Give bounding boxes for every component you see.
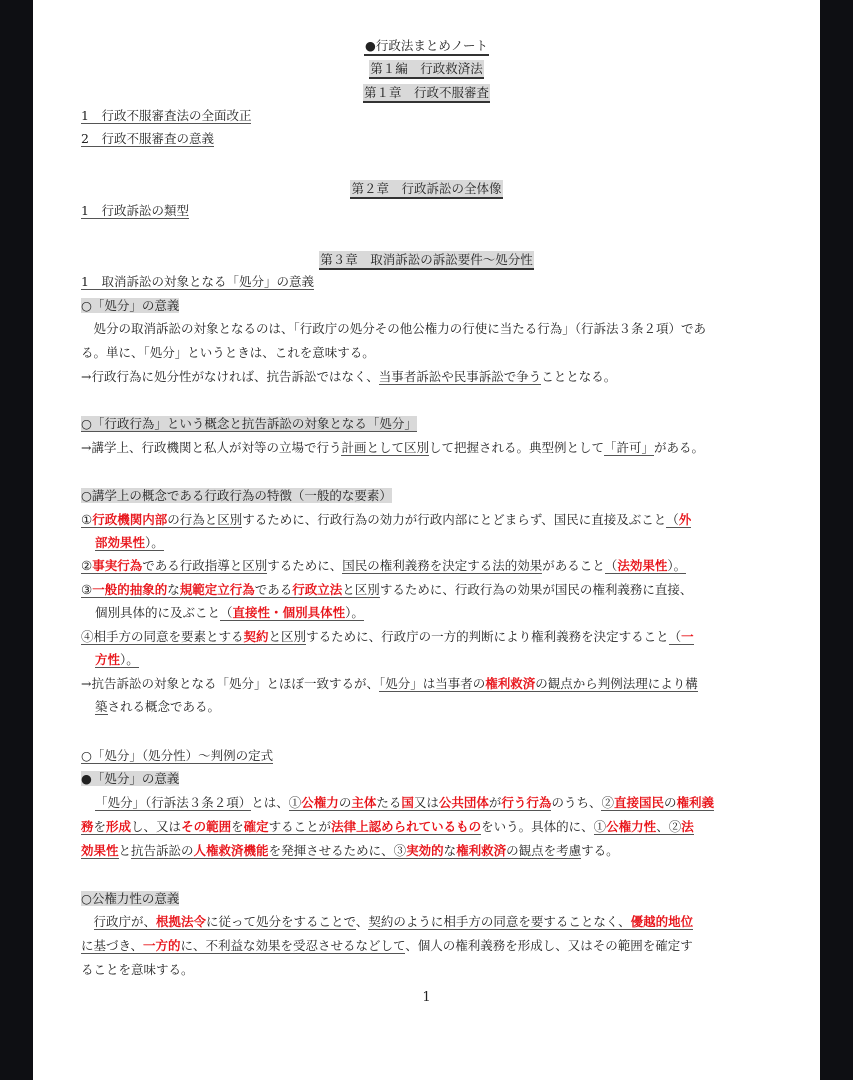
- tokucho-item-4: ④相手方の同意を要素とする契約と区別するために、行政庁の一方的判断により権利義務を決定すること（一: [81, 629, 694, 644]
- hanrei-line-3: 効果性と抗告訴訟の人権救済機能を発揮させるために、③実効的な権利救済の観点を考慮する。: [81, 843, 619, 858]
- hanrei-heading: ○「処分」（処分性）～判例の定式: [81, 748, 274, 763]
- tokucho-item-1: ①行政機関内部の行為と区別するために、行政行為の効力が行政内部にとどまらず、国民に直接及ぶこと（外: [81, 512, 692, 527]
- tokucho-item-4-cont: 方性）。: [95, 652, 139, 667]
- shobun-igi-line-1: 処分の取消訴訟の対象となるのは、「行政庁の処分その他公権力の行使に当たる行為」（行訴法３条２項）であ: [81, 321, 707, 336]
- tokucho-arrow-cont: 築される概念である。: [95, 699, 221, 714]
- chapter1-item-2: 2 行政不服審査の意義: [81, 131, 214, 146]
- chapter2-item-1: 1 行政訴訟の類型: [81, 203, 189, 218]
- gyosei-koi-line: →講学上、行政機関と私人が対等の立場で行う計画として区別して把握される。典型例として「許可」がある。: [81, 440, 705, 455]
- part-heading: 第１編 行政救済法: [33, 60, 820, 79]
- gyosei-koi-heading: ○「行政行為」という概念と抗告訴訟の対象となる「処分」: [81, 416, 417, 431]
- chapter3-heading: 第３章 取消訴訟の訴訟要件～処分性: [33, 251, 820, 270]
- kokenryoku-line-3: ることを意味する。: [81, 962, 194, 977]
- page-number: 1: [422, 990, 431, 1005]
- tokucho-heading: ○講学上の概念である行政行為の特徴（一般的な要素）: [81, 488, 392, 503]
- chapter1-item-1: 1 行政不服審査法の全面改正: [81, 108, 252, 123]
- kokenryoku-line-2: に基づき、一方的に、不利益な効果を受忍させるなどして、個人の権利義務を形成し、又はその範囲を確定す: [81, 938, 693, 953]
- hanrei-line-1: 「処分」（行訴法３条２項）とは、①公権力の主体たる国又は公共団体が行う行為のうち、②直接国民の権利義: [95, 795, 715, 810]
- tokucho-item-3-cont: 個別具体的に及ぶこと（直接性・個別具体性）。: [95, 605, 364, 620]
- chapter1-heading: 第１章 行政不服審査: [33, 84, 820, 103]
- kokenryoku-line-1: 行政庁が、根拠法令に従って処分をすることで、契約のように相手方の同意を要することなく、優越的地位: [93, 914, 694, 929]
- shobun-igi-heading: ○「処分」の意義: [81, 298, 180, 313]
- document-page: [33, 0, 820, 1080]
- chapter2-heading: 第２章 行政訴訟の全体像: [33, 180, 820, 199]
- shobun-igi-line-2: る。単に、「処分」というときは、これを意味する。: [81, 345, 375, 360]
- chapter3-section-1: 1 取消訴訟の対象となる「処分」の意義: [81, 274, 314, 289]
- tokucho-item-1-cont: 部効果性）。: [95, 535, 164, 550]
- hanrei-subheading: ●「処分」の意義: [81, 771, 180, 786]
- tokucho-item-2: ②事実行為である行政指導と区別するために、国民の権利義務を決定する法的効果があること（法効果性）。: [81, 558, 687, 573]
- hanrei-line-2: 務を形成し、又はその範囲を確定することが法律上認められているものをいう。具体的に、①公権力性、②法: [81, 819, 694, 834]
- tokucho-arrow-line: →抗告訴訟の対象となる「処分」とほぼ一致するが、「処分」は当事者の権利救済の観点から判例法理により構: [81, 676, 698, 691]
- shobun-igi-line-3: →行政行為に処分性がなければ、抗告訴訟ではなく、当事者訴訟や民事訴訟で争うこととなる。: [81, 369, 617, 384]
- document-title: ●行政法まとめノート: [33, 37, 820, 56]
- tokucho-item-3: ③一般的抽象的な規範定立行為である行政立法と区別するために、行政行為の効果が国民の権利義務に直接、: [81, 582, 693, 597]
- kokenryoku-heading: ○公権力性の意義: [81, 891, 180, 906]
